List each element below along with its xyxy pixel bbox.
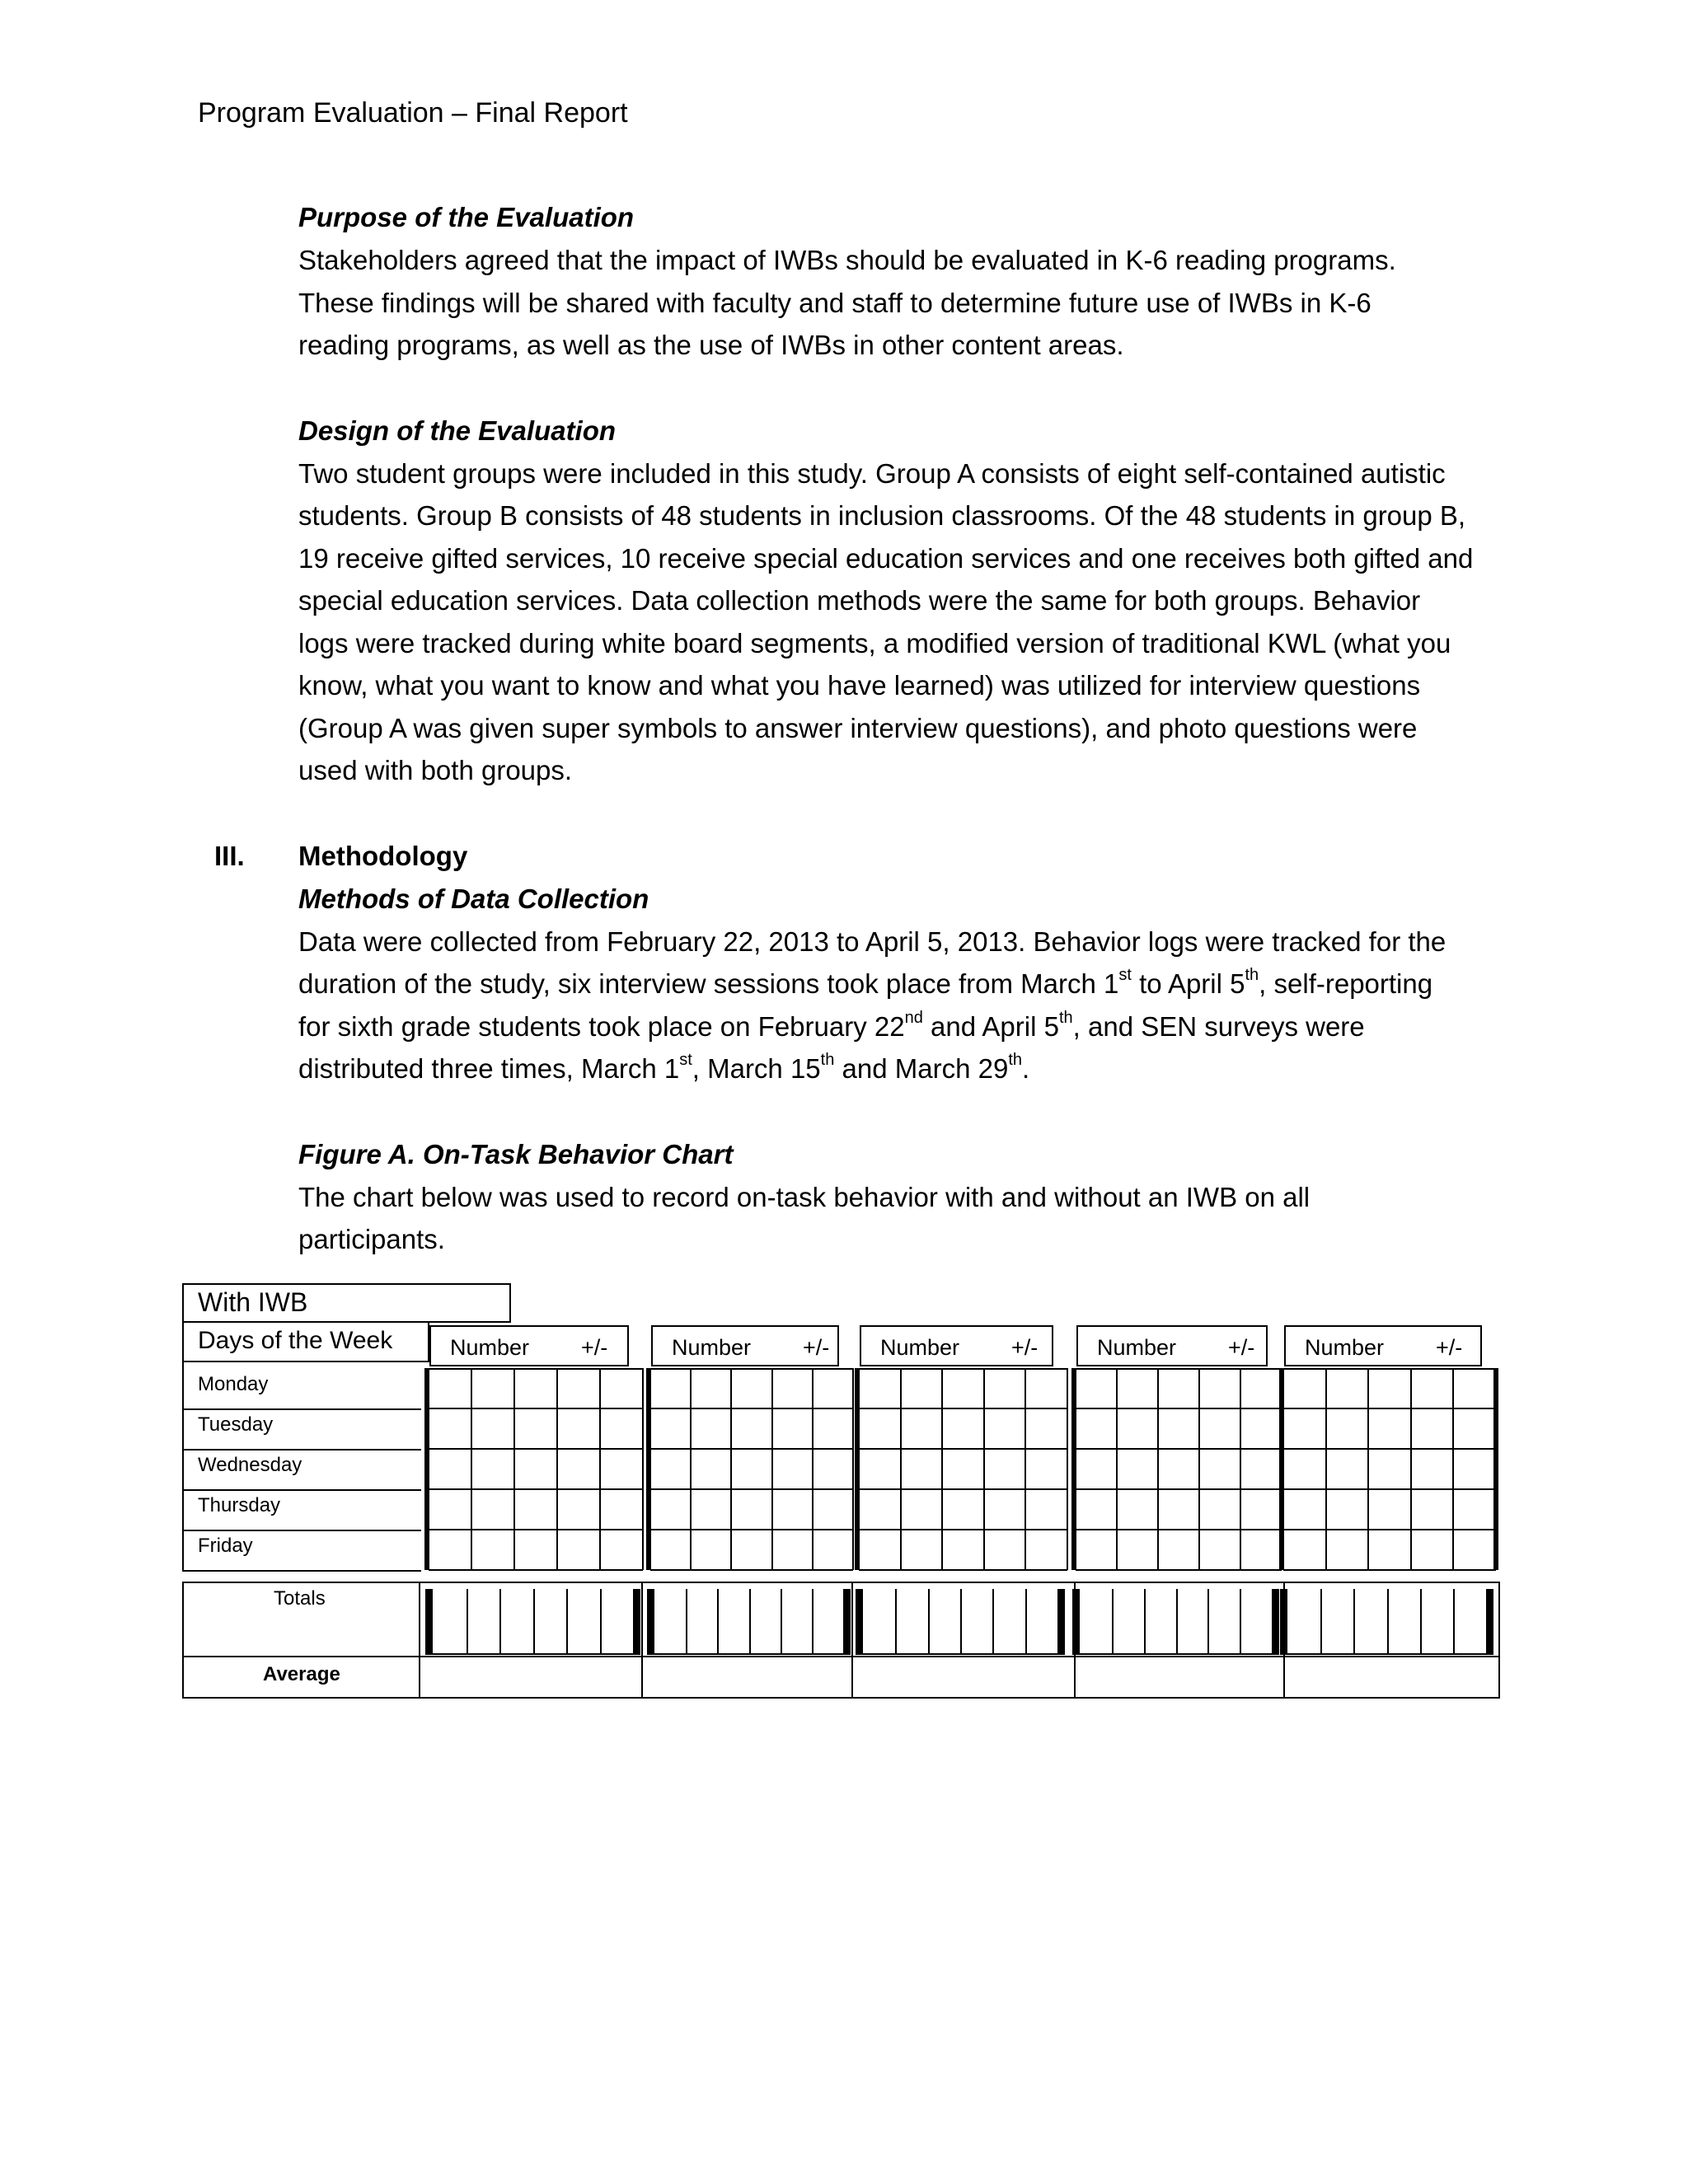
figure-section [298,1133,1510,1261]
group-number-label: Number [1305,1335,1385,1360]
design-line: know, what you want to know and what you have learned) was utilized for interview questions [298,670,1421,701]
group-number-label: Number [880,1335,960,1360]
grid-row-line [1283,1569,1496,1571]
row-divider [182,1489,421,1491]
grid-row-line [429,1368,643,1370]
grid-col-line [771,1368,773,1570]
group-sign-label: +/- [581,1335,608,1360]
group-sign-label: +/- [1228,1335,1255,1360]
grid-col-line [1116,1368,1118,1570]
grid-col-line [852,1368,854,1570]
day-column-bottom [182,1570,421,1572]
grid-col-line [730,1368,732,1570]
summary-col-line [641,1582,643,1699]
grid-col-line [1325,1368,1327,1570]
grid-row-line [429,1488,643,1490]
grid-col-line [1452,1368,1454,1570]
group-left-edge [646,1368,651,1570]
grid-row-line [859,1448,1067,1450]
row-divider [182,1449,421,1451]
grid-row-line [1076,1488,1282,1490]
totals-label: Totals [274,1587,326,1610]
chart-title: With IWB [198,1287,308,1317]
figure-line: participants. [298,1224,445,1254]
grid-row-line [429,1569,643,1571]
grid-col-line [1367,1368,1369,1570]
row-divider [182,1530,421,1531]
group-left-edge [1071,1368,1076,1570]
day-column-left [182,1361,184,1570]
grid-row-line [650,1488,853,1490]
grid-row-line [1076,1448,1282,1450]
purpose-line: These findings will be shared with faculty and staff to determine future use of IWBs in K-6 [298,287,1372,318]
page-header: Program Evaluation – Final Report [198,97,628,129]
grid-col-line [1157,1368,1159,1570]
grid-row-line [429,1529,643,1530]
methodology-heading [214,835,1510,878]
grid-row-line [650,1408,853,1409]
group-number-label: Number [672,1335,752,1360]
day-label: Friday [198,1535,253,1557]
grid-row-line [859,1408,1067,1409]
grid-row-line [429,1448,643,1450]
grid-col-line [471,1368,472,1570]
grid-row-line [650,1448,853,1450]
design-line: (Group A was given super symbols to answer interview questions), and photo questions were [298,712,1418,743]
grid-col-line [900,1368,902,1570]
grid-row-line [650,1569,853,1571]
row-header-label: Days of the Week [198,1327,393,1354]
design-line: students. Group B consists of 48 students in inclusion classrooms. Of the 48 students in group B, [298,500,1466,531]
day-label: Tuesday [198,1413,274,1436]
design-line: used with both groups. [298,755,573,785]
grid-col-line [1198,1368,1200,1570]
grid-col-line [1067,1368,1068,1570]
grid-row-line [1283,1368,1496,1370]
methods-subtitle: Methods of Data Collection [298,883,649,914]
methods-line: Data were collected from February 22, 2013 to April 5, 2013. Behavior logs were tracked for the [298,926,1447,957]
grid-col-line [642,1368,644,1570]
totals-average-frame [182,1582,1500,1699]
grid-row-line [1283,1488,1496,1490]
summary-col-line [851,1582,853,1699]
grid-row-line [1283,1529,1496,1530]
grid-row-line [1283,1408,1496,1409]
design-line: special education services. Data collection methods were the same for both groups. Behavior [298,585,1421,616]
average-divider [182,1656,1500,1657]
grid-row-line [1076,1569,1282,1571]
design-line: logs were tracked during white board segments, a modified version of traditional KWL (what you [298,627,1451,658]
day-label: Thursday [198,1494,281,1516]
grid-row-line [859,1569,1067,1571]
row-divider [182,1408,421,1410]
grid-col-line [690,1368,692,1570]
grid-col-line [513,1368,515,1570]
group-left-edge [855,1368,860,1570]
grid-col-line [812,1368,814,1570]
methods-line: duration of the study, six interview sessions took place from March 1st to April 5th, self-reporting [298,966,1433,999]
grid-col-line [1240,1368,1241,1570]
grid-col-line [1410,1368,1412,1570]
day-label: Monday [198,1373,269,1395]
grid-row-line [859,1368,1067,1370]
figure-line: The chart below was used to record on-task behavior with and without an IWB on all [298,1181,1311,1212]
grid-col-line [556,1368,558,1570]
purpose-title: Purpose of the Evaluation [298,202,635,232]
group-number-label: Number [450,1335,530,1360]
grid-row-line [859,1488,1067,1490]
grid-row-line [650,1529,853,1530]
purpose-line: Stakeholders agreed that the impact of IWBs should be evaluated in K-6 reading programs. [298,245,1396,275]
summary-col-line [1283,1582,1285,1699]
methodology-section [214,835,1510,1090]
grid-row-line [1076,1529,1282,1530]
figure-title: Figure A. On-Task Behavior Chart [298,1138,734,1169]
group-number-label: Number [1097,1335,1177,1360]
grid-col-line [941,1368,943,1570]
summary-col-line [1074,1582,1076,1699]
grid-row-line [1283,1448,1496,1450]
group-left-edge [1279,1368,1284,1570]
design-line: 19 receive gifted services, 10 receive special education services and one receives both gifted and [298,542,1474,574]
document-body [214,196,1510,1261]
grid-row-line [429,1408,643,1409]
design-section [298,410,1510,792]
group-sign-label: +/- [1011,1335,1039,1360]
grid-col-line [599,1368,601,1570]
methods-line: for sixth grade students took place on February 22nd and April 5th, and SEN surveys were [298,1008,1365,1042]
purpose-line: reading programs, as well as the use of IWBs in other content areas. [298,330,1124,360]
average-label: Average [263,1663,340,1685]
group-sign-label: +/- [1436,1335,1463,1360]
summary-col-line [419,1582,420,1699]
grid-row-line [1076,1368,1282,1370]
grid-right-edge [1493,1368,1498,1570]
grid-col-line [983,1368,985,1570]
grid-col-line [1025,1368,1026,1570]
purpose-section [298,196,1510,367]
design-line: Two student groups were included in this study. Group A consists of eight self-contained autistic [298,457,1446,489]
day-label: Wednesday [198,1454,302,1476]
design-title: Design of the Evaluation [298,415,617,446]
methodology-title: Methodology [298,840,468,871]
methods-line: distributed three times, March 1st, March 15th and March 29th. [298,1051,1030,1084]
grid-row-line [650,1368,853,1370]
group-left-edge [424,1368,429,1570]
grid-row-line [1076,1408,1282,1409]
group-sign-label: +/- [803,1335,830,1360]
section-number: III. [214,840,245,871]
grid-row-line [859,1529,1067,1530]
